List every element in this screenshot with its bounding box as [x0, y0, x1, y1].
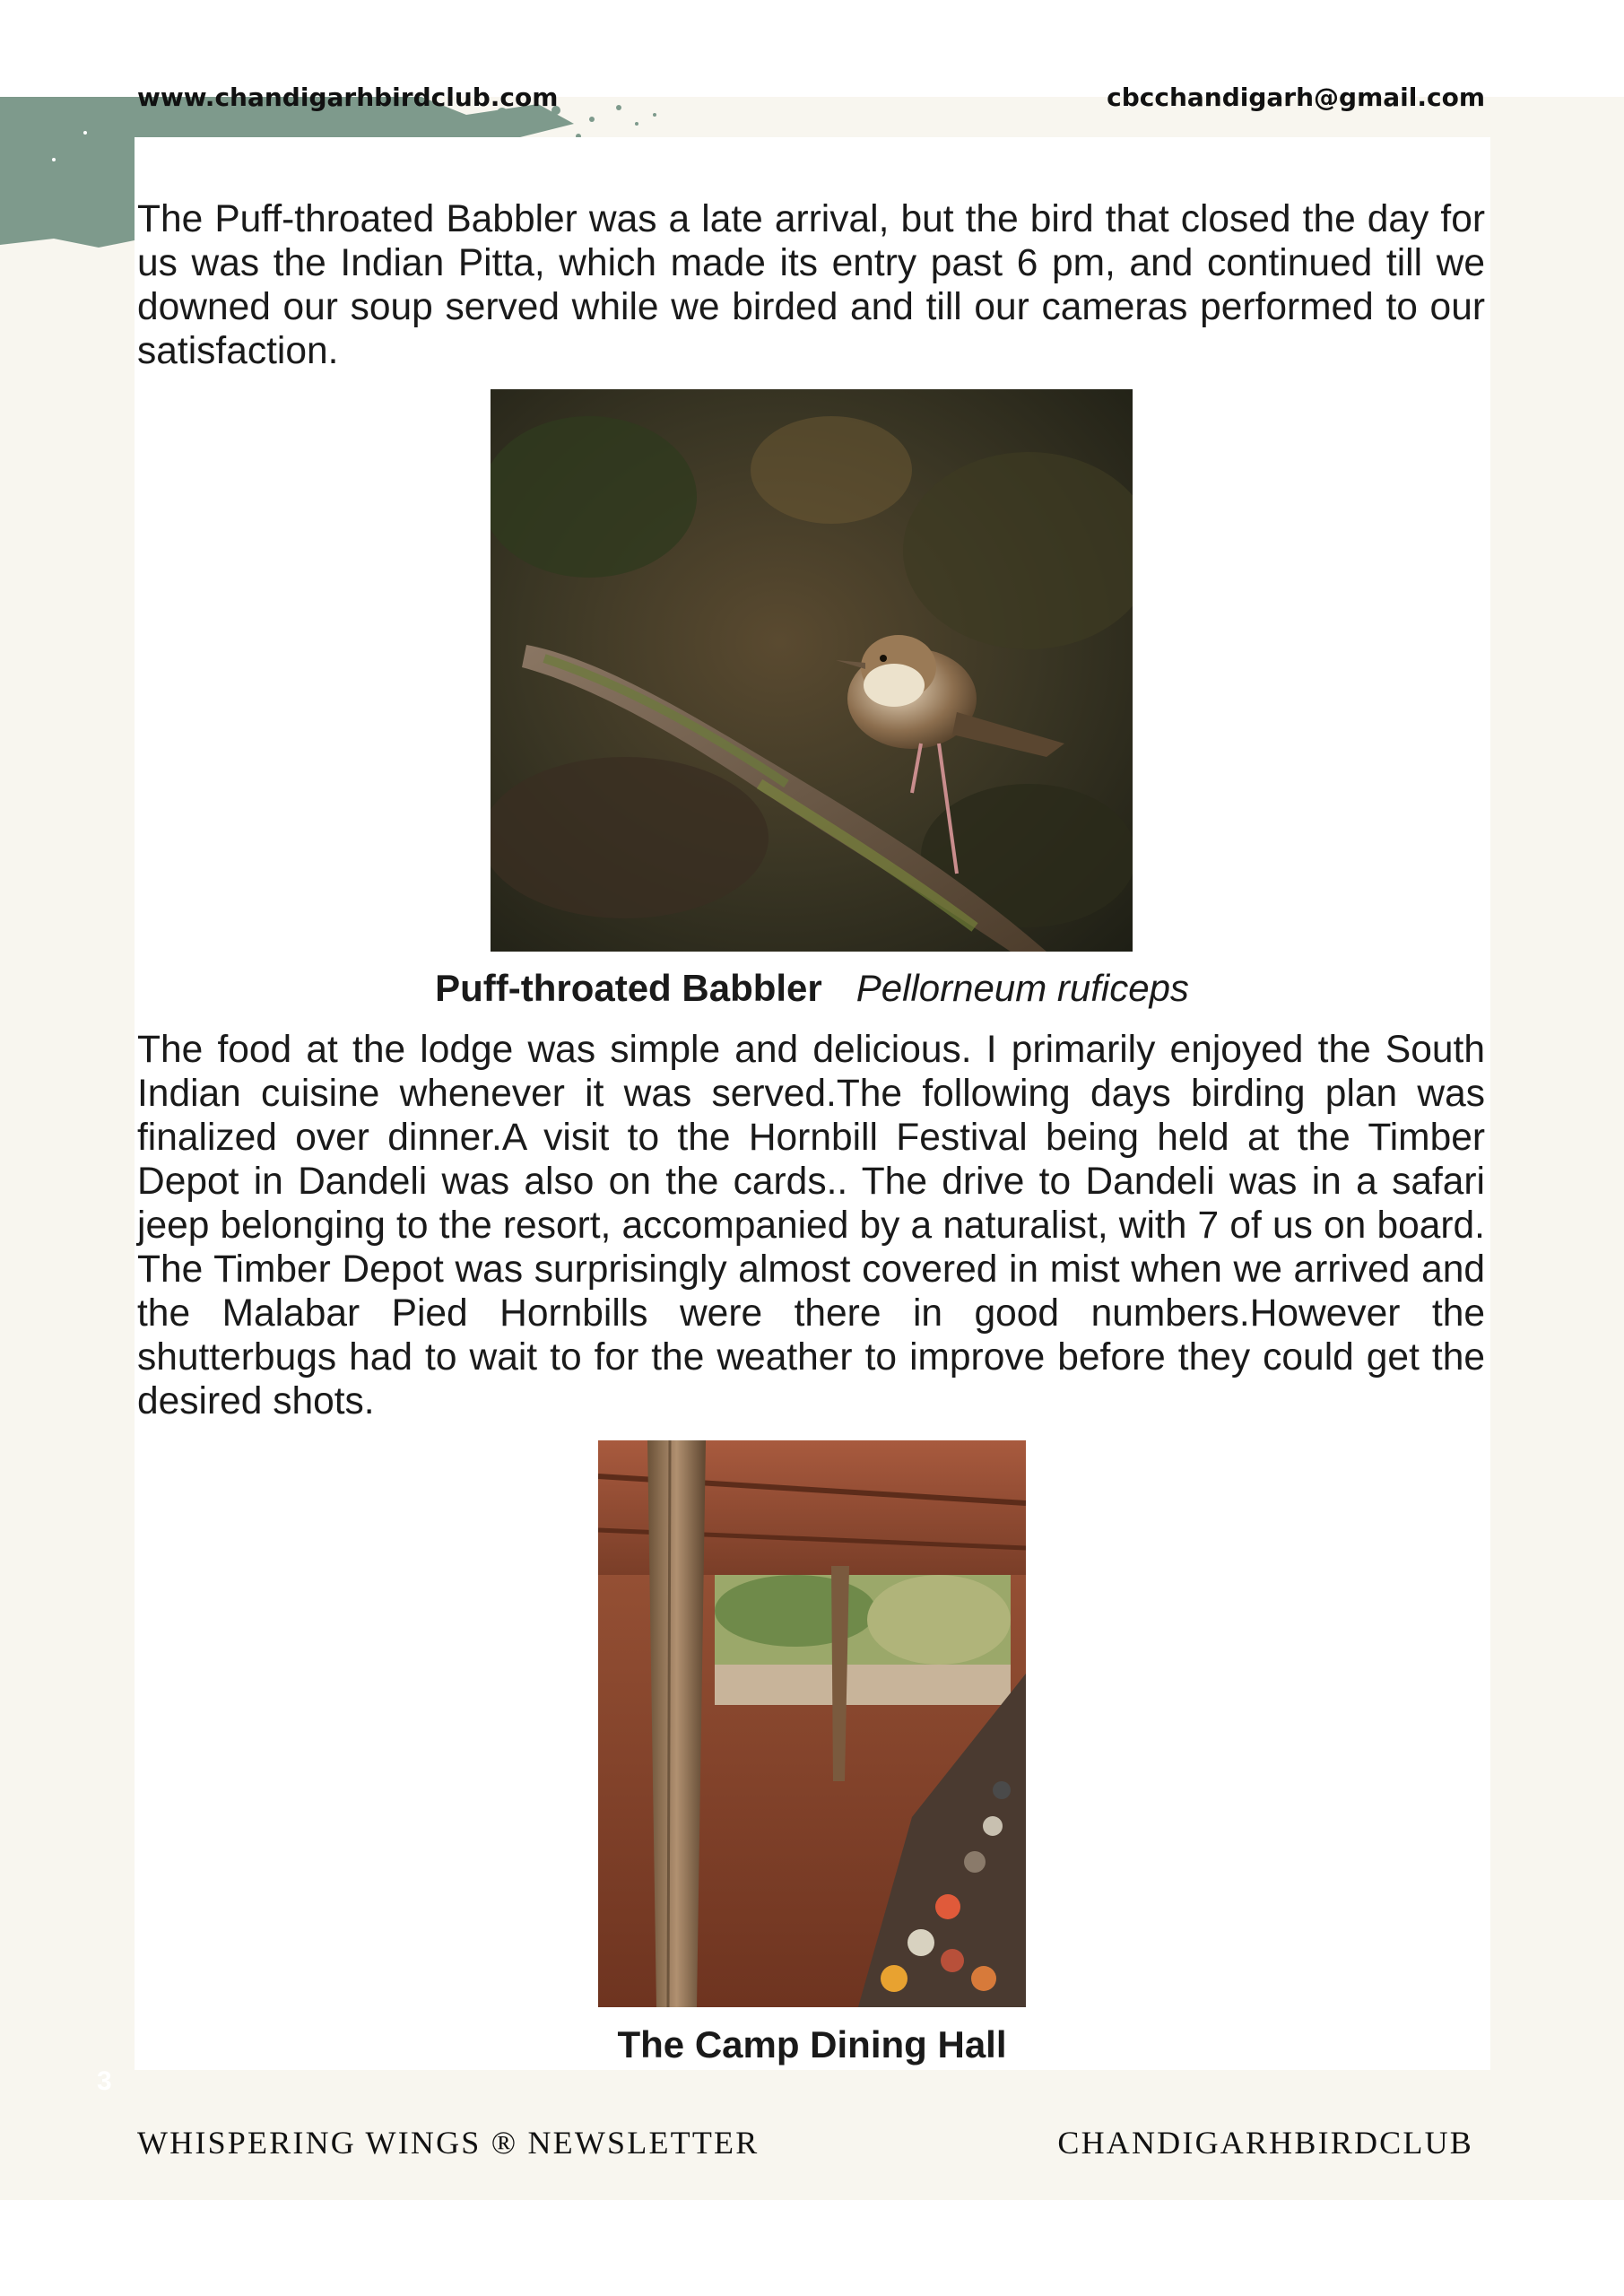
babbler-scientific-name: Pellorneum ruficeps — [855, 967, 1189, 1009]
article-paragraph-2: The food at the lodge was simple and delicious. I primarily enjoyed the South Indian cuisine whenever it was served.The following days birding plan was finalized over dinner.A visit to the Hornbill Festival being held at the Timber Depot in Dandeli was also on the cards.. The drive to Dandeli was in a safari jeep belonging to the resort, accompanied by a naturalist, with 7 of us on board. The Timber Depot was surprisingly almost covered in mist when we arrived and the Malabar Pied Hornbills were there in good numbers.However the shutterbugs had to wait to for the weather to improve before they could get the desired shots. — [137, 1029, 1485, 1422]
header-email-link[interactable]: cbcchandigarh@gmail.com — [1107, 83, 1485, 112]
article-paragraph-1: The Puff-throated Babbler was a late arrival, but the bird that closed the day for us was the Indian Pitta, which made its entry past 6 pm, and continued till we downed our soup served while we birded and till our cameras performed to our satisfaction. — [137, 198, 1485, 372]
footer-newsletter-title: WHISPERING WINGS ® NEWSLETTER — [137, 2125, 760, 2161]
babbler-common-name: Puff-throated Babbler — [435, 967, 822, 1009]
page-number: 3 — [97, 2066, 112, 2096]
babbler-caption — [0, 967, 1624, 1010]
footer-club-name: CHANDIGARHBIRDCLUB — [1057, 2125, 1473, 2161]
dining-hall-caption: The Camp Dining Hall — [617, 2023, 1007, 2066]
dining-hall-photo — [598, 1440, 1026, 2007]
babbler-photo — [491, 389, 1133, 952]
header-website-link[interactable]: www.chandigarhbirdclub.com — [137, 83, 559, 112]
